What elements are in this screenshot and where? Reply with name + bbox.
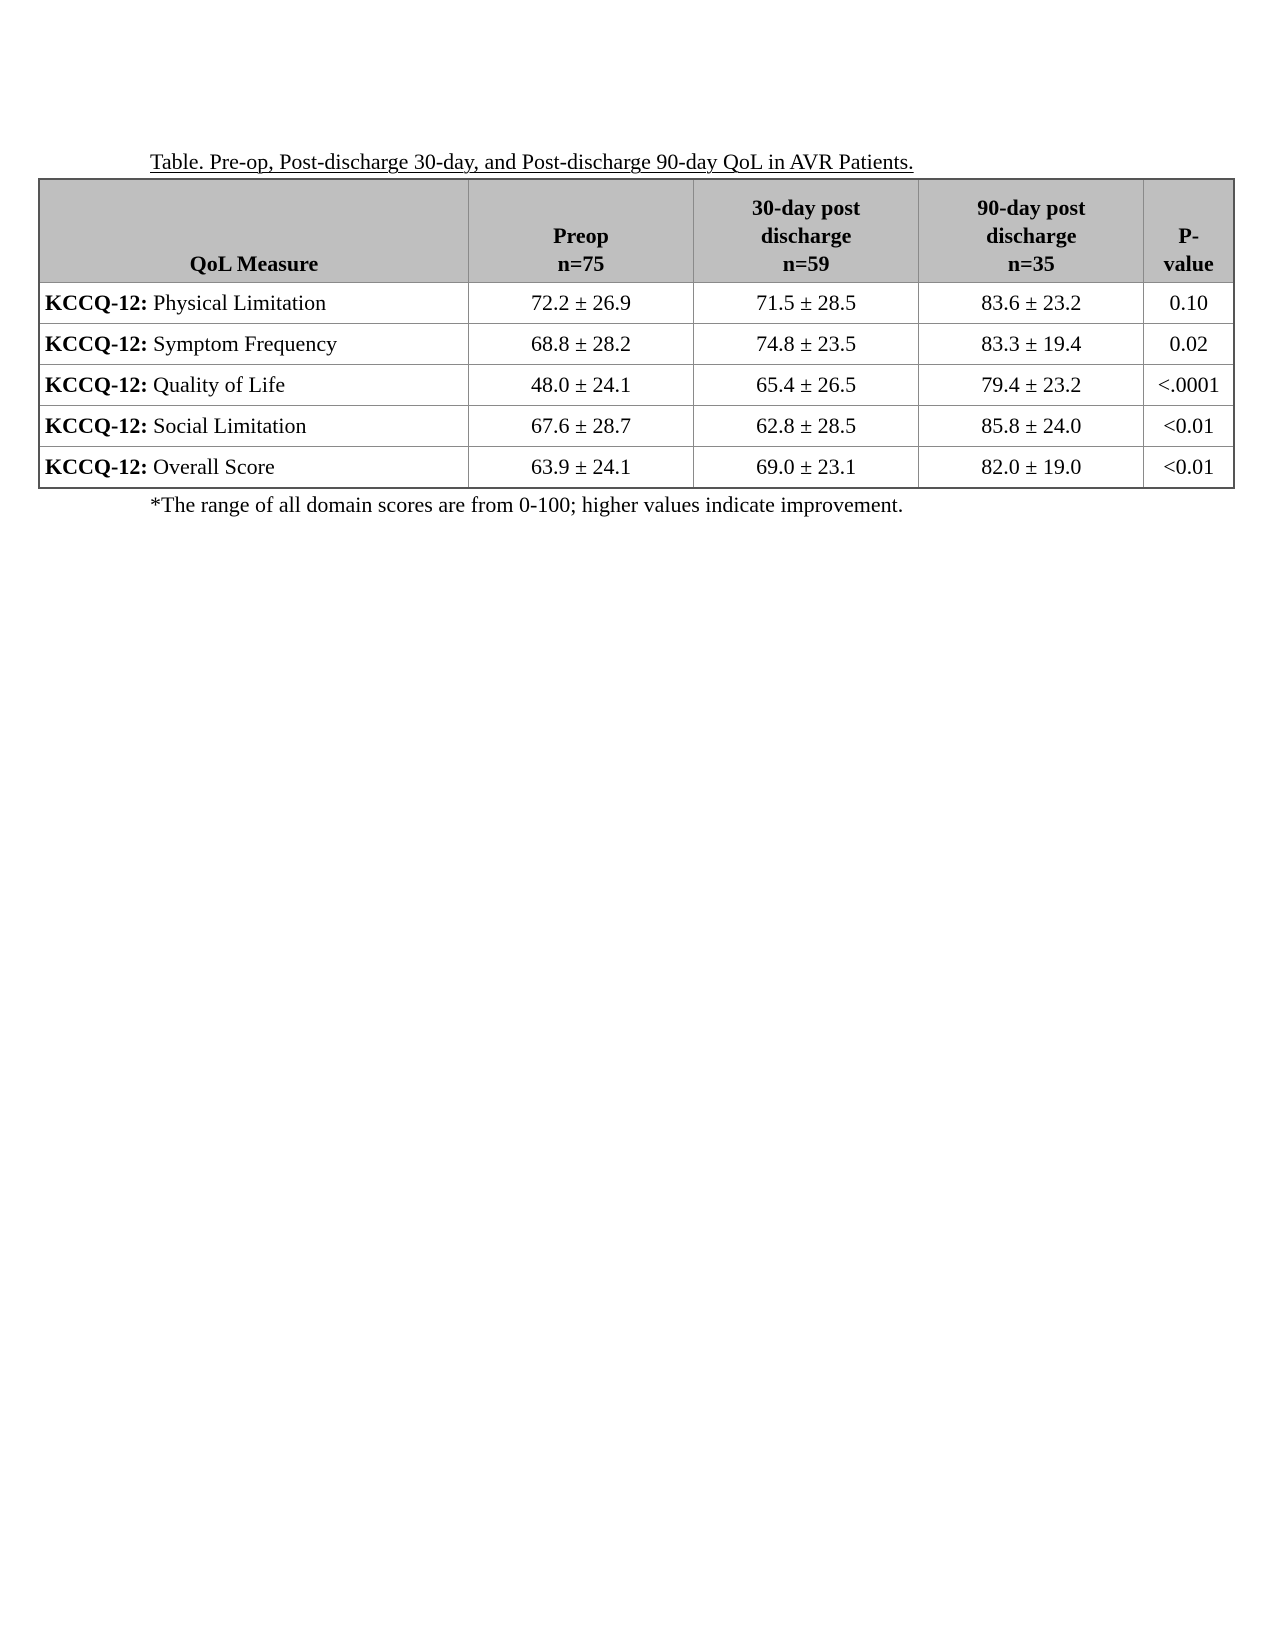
header-line: value	[1163, 251, 1214, 276]
qol-table	[38, 178, 1235, 489]
header-p-value	[1144, 179, 1234, 283]
day30-cell: 71.5 ± 28.5	[694, 283, 919, 324]
day30-cell: 69.0 ± 23.1	[694, 447, 919, 489]
table-caption	[150, 149, 914, 175]
header-30-day	[694, 179, 919, 283]
preop-cell: 68.8 ± 28.2	[468, 324, 693, 365]
p-value-cell: 0.02	[1144, 324, 1234, 365]
measure-label: Overall Score	[147, 454, 275, 479]
measure-prefix: KCCQ-12:	[45, 454, 148, 479]
day90-cell: 82.0 ± 19.0	[919, 447, 1144, 489]
p-value-cell: <.0001	[1144, 365, 1234, 406]
preop-cell: 72.2 ± 26.9	[468, 283, 693, 324]
day90-cell: 83.3 ± 19.4	[919, 324, 1144, 365]
table-body	[39, 283, 1234, 489]
measure-cell	[39, 447, 468, 489]
measure-prefix: KCCQ-12:	[45, 331, 148, 356]
header-line: P-	[1178, 223, 1200, 248]
measure-cell	[39, 283, 468, 324]
day30-cell: 74.8 ± 23.5	[694, 324, 919, 365]
header-line: 90-day post	[977, 195, 1086, 220]
header-line: discharge	[986, 223, 1077, 248]
table-row	[39, 365, 1234, 406]
day30-cell: 62.8 ± 28.5	[694, 406, 919, 447]
day30-cell: 65.4 ± 26.5	[694, 365, 919, 406]
day90-cell: 79.4 ± 23.2	[919, 365, 1144, 406]
header-line: discharge	[760, 223, 852, 248]
table-row	[39, 447, 1234, 489]
header-line: n=75	[557, 251, 605, 276]
measure-cell	[39, 365, 468, 406]
preop-cell: 67.6 ± 28.7	[468, 406, 693, 447]
p-value-cell: <0.01	[1144, 406, 1234, 447]
table-footnote: *The range of all domain scores are from 0-100; higher values indicate improvement.	[150, 492, 904, 517]
measure-label: Physical Limitation	[147, 290, 327, 315]
measure-cell	[39, 324, 468, 365]
measure-prefix: KCCQ-12:	[45, 290, 148, 315]
header-line: QoL Measure	[189, 251, 319, 276]
measure-label: Symptom Frequency	[147, 331, 338, 356]
day90-cell: 83.6 ± 23.2	[919, 283, 1144, 324]
measure-cell	[39, 406, 468, 447]
measure-prefix: KCCQ-12:	[45, 372, 148, 397]
header-line: 30-day post	[752, 195, 861, 220]
table-row	[39, 324, 1234, 365]
table-row	[39, 283, 1234, 324]
p-value-cell: <0.01	[1144, 447, 1234, 489]
day90-cell: 85.8 ± 24.0	[919, 406, 1144, 447]
preop-cell: 63.9 ± 24.1	[468, 447, 693, 489]
header-line: Preop	[553, 223, 609, 248]
header-preop	[468, 179, 693, 283]
measure-label: Quality of Life	[147, 372, 286, 397]
header-line: n=59	[782, 251, 830, 276]
table-header	[39, 179, 1234, 283]
measure-label: Social Limitation	[147, 413, 307, 438]
p-value-cell: 0.10	[1144, 283, 1234, 324]
header-qol-measure	[39, 179, 468, 283]
table-caption-text: Table. Pre-op, Post-discharge 30-day, and Post-discharge 90-day QoL in AVR Patients.	[150, 149, 914, 174]
header-90-day	[919, 179, 1144, 283]
header-row	[39, 179, 1234, 283]
preop-cell: 48.0 ± 24.1	[468, 365, 693, 406]
measure-prefix: KCCQ-12:	[45, 413, 148, 438]
header-line: n=35	[1007, 251, 1055, 276]
table-row	[39, 406, 1234, 447]
